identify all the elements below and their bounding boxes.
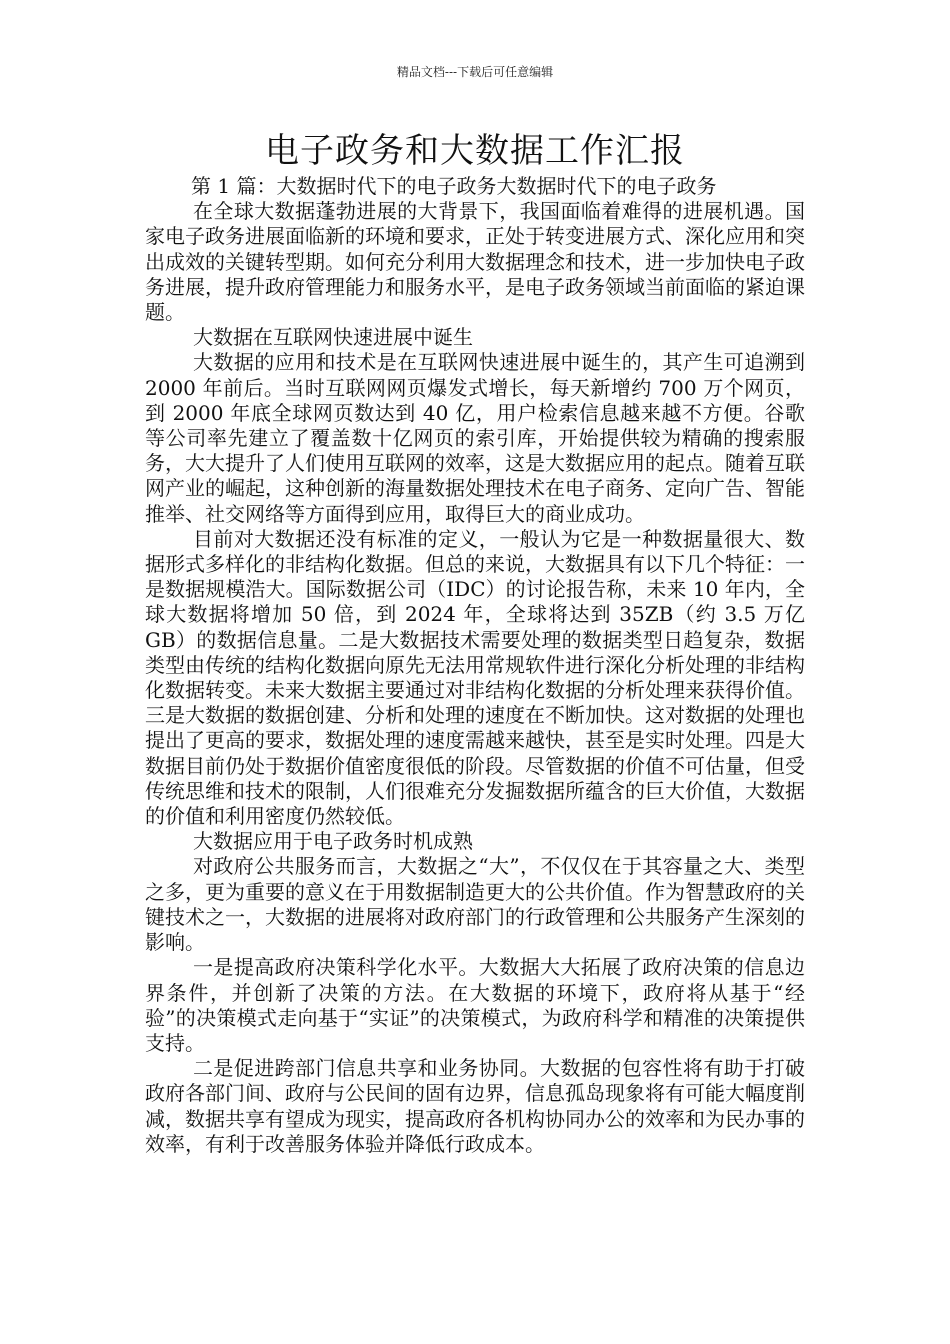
section-heading-egov: 大数据应用于电子政务时机成熟 [193, 829, 473, 854]
paragraph-features: 目前对大数据还没有标准的定义，一般认为它是一种数据量很大、数据形式多样化的非结构化数据。但总的来说，大数据具有以下几个特征：一是数据规模浩大。国际数据公司（IDC）的讨论报告称，未来 10 年内，全球大数据将增加 50 倍，到 2024 年，全球将达到 35ZB（约 3.5 万亿 GB）的数据信息量。二是大数据技术需要处理的数据类型日趋复杂，数据类型由传统的结构化数据向原先无法用常规软件进行深化分析处理的非结构化数据转变。未来大数据主要通过对非结构化数据的分析处理来获得价值。三是大数据的数据创建、分析和处理的速度在不断加快。这对数据的处理也提出了更高的要求，数据处理的速度需越来越快，甚至是实时处理。四是大数据目前仍处于数据价值密度很低的阶段。尽管数据的价值不可估量，但受传统思维和技术的限制，人们很难充分发掘数据所蕴含的巨大价值，大数据的价值和利用密度仍然较低。 [145, 526, 805, 829]
header-note: 精品文档---下载后可任意编辑 [396, 65, 554, 79]
section-heading-origin: 大数据在互联网快速进展中诞生 [193, 325, 473, 350]
paragraph-decision: 一是提高政府决策科学化水平。大数据大大拓展了政府决策的信息边界条件，并创新了决策的方法。在大数据的环境下，政府将从基于“经验”的决策模式走向基于“实证”的决策模式，为政府科学和精准的决策提供支持。 [145, 955, 805, 1055]
document-title: 电子政务和大数据工作汇报 [265, 131, 685, 171]
paragraph-origin: 大数据的应用和技术是在互联网快速进展中诞生的，其产生可追溯到 2000 年前后。当时互联网网页爆发式增长，每天新增约 700 万个网页，到 2000 年底全球网页数达到 40 亿，用户检索信息越来越不方便。谷歌等公司率先建立了覆盖数十亿网页的索引库，开始提供较为精确的搜索服务，大大提升了人们使用互联网的效率，这是大数据应用的起点。随着互联网产业的崛起，这种创新的海量数据处理技术在电子商务、定向广告、智能推举、社交网络等方面得到应用，取得巨大的商业成功。 [145, 350, 805, 526]
paragraph-intro: 在全球大数据蓬勃进展的大背景下，我国面临着难得的进展机遇。国家电子政务进展面临新的环境和要求，正处于转变进展方式、深化应用和突出成效的关键转型期。如何充分利用大数据理念和技术，进一步加快电子政务进展，提升政府管理能力和服务水平，是电子政务领域当前面临的紧迫课题。 [145, 199, 805, 325]
paragraph-public-service: 对政府公共服务而言，大数据之“大”，不仅仅在于其容量之大、类型之多，更为重要的意义在于用数据制造更大的公共价值。作为智慧政府的关键技术之一，大数据的进展将对政府部门的行政管理和公共服务产生深刻的影响。 [145, 854, 805, 955]
document-subtitle: 第 1 篇：大数据时代下的电子政务大数据时代下的电子政务 [191, 174, 717, 198]
paragraph-collaboration: 二是促进跨部门信息共享和业务协同。大数据的包容性将有助于打破政府各部门间、政府与公民间的固有边界，信息孤岛现象将有可能大幅度削减，数据共享有望成为现实，提高政府各机构协同办公的效率和为民办事的效率，有利于改善服务体验并降低行政成本。 [145, 1056, 805, 1156]
document-body [145, 174, 805, 1157]
